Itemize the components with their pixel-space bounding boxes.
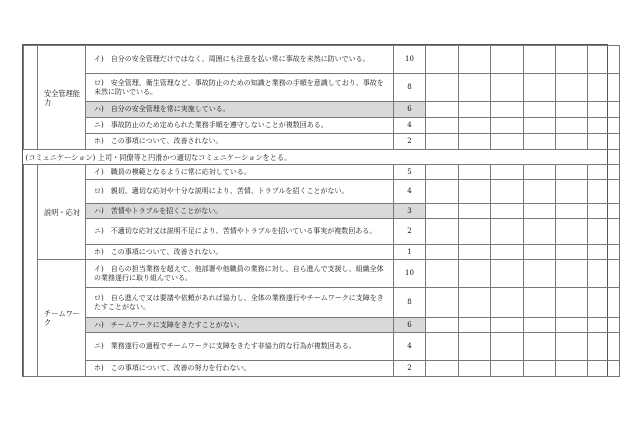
rating-cell[interactable] (491, 288, 524, 318)
rating-cell[interactable] (588, 74, 620, 102)
rating-cell[interactable] (491, 180, 524, 204)
rating-cell[interactable] (491, 318, 524, 333)
rating-cell[interactable] (556, 180, 588, 204)
rating-cell[interactable] (588, 180, 620, 204)
rating-cell[interactable] (459, 180, 491, 204)
rating-cell[interactable] (491, 245, 524, 260)
rating-cell[interactable] (524, 219, 556, 245)
rating-cell[interactable] (524, 260, 556, 288)
rating-cell[interactable] (491, 102, 524, 118)
criterion-text: イ) 自分の安全管理だけではなく、周囲にも注意を払い常に事故を未然に防いでいる。 (86, 46, 394, 74)
rating-cell[interactable] (588, 361, 620, 377)
rating-cell[interactable] (459, 219, 491, 245)
criterion-text: ロ) 自ら進んで又は要請や依頼があれば協力し、全体の業務遂行やチームワークに支障をきたすことがない。 (86, 288, 394, 318)
rating-cell[interactable] (491, 46, 524, 74)
rating-cell[interactable] (426, 102, 459, 118)
criterion-text: イ) 自らの担当業務を超えて、他部署や他職員の業務に対し、自ら進んで支援し、組織全体の業務遂行に取り組んでいる。 (86, 260, 394, 288)
score-cell: 4 (394, 180, 426, 204)
score-cell: 4 (394, 333, 426, 361)
category-teamwork: チームワーク (38, 260, 86, 377)
rating-cell[interactable] (459, 134, 491, 150)
rating-cell[interactable] (588, 118, 620, 134)
rating-cell[interactable] (426, 74, 459, 102)
score-cell: 4 (394, 118, 426, 134)
rating-cell[interactable] (459, 333, 491, 361)
rating-cell[interactable] (459, 318, 491, 333)
rating-cell[interactable] (556, 260, 588, 288)
rating-cell[interactable] (524, 74, 556, 102)
rating-cell[interactable] (588, 318, 620, 333)
score-cell: 10 (394, 46, 426, 74)
rating-cell[interactable] (491, 134, 524, 150)
rating-cell[interactable] (491, 118, 524, 134)
rating-cell[interactable] (588, 204, 620, 219)
rating-cell[interactable] (459, 361, 491, 377)
rating-cell[interactable] (524, 118, 556, 134)
rating-cell[interactable] (426, 165, 459, 180)
rating-cell[interactable] (459, 118, 491, 134)
rating-cell[interactable] (491, 204, 524, 219)
rating-cell[interactable] (426, 180, 459, 204)
indent-cell (24, 165, 38, 377)
rating-cell[interactable] (556, 134, 588, 150)
criterion-text-highlighted: ハ) 苦情やトラブルを招くことがない。 (86, 204, 394, 219)
criterion-text: ニ) 事故防止のため定められた業務手順を遵守しないことが複数回ある。 (86, 118, 394, 134)
evaluation-sheet (22, 44, 608, 377)
score-cell: 5 (394, 165, 426, 180)
rating-cell[interactable] (524, 102, 556, 118)
score-cell: 1 (394, 245, 426, 260)
rating-cell[interactable] (588, 288, 620, 318)
rating-cell[interactable] (556, 118, 588, 134)
rating-cell[interactable] (426, 204, 459, 219)
rating-cell[interactable] (556, 102, 588, 118)
rating-cell[interactable] (459, 204, 491, 219)
rating-cell[interactable] (524, 361, 556, 377)
rating-cell[interactable] (524, 46, 556, 74)
score-cell: 2 (394, 361, 426, 377)
rating-cell[interactable] (459, 165, 491, 180)
rating-cell[interactable] (491, 260, 524, 288)
rating-cell[interactable] (491, 165, 524, 180)
rating-cell[interactable] (491, 333, 524, 361)
rating-cell[interactable] (426, 245, 459, 260)
rating-cell[interactable] (426, 219, 459, 245)
rating-cell[interactable] (524, 204, 556, 219)
rating-cell[interactable] (459, 288, 491, 318)
rating-cell[interactable] (588, 219, 620, 245)
rating-cell[interactable] (426, 318, 459, 333)
rating-cell[interactable] (524, 180, 556, 204)
indent-cell (24, 46, 38, 150)
evaluation-table (23, 45, 620, 377)
rating-cell[interactable] (588, 245, 620, 260)
score-cell: 2 (394, 219, 426, 245)
rating-cell[interactable] (459, 102, 491, 118)
rating-cell[interactable] (556, 361, 588, 377)
rating-cell[interactable] (491, 361, 524, 377)
score-cell: 8 (394, 74, 426, 102)
criterion-text: ホ) この事項について、改善の努力を行わない。 (86, 361, 394, 377)
rating-cell[interactable] (556, 288, 588, 318)
rating-cell[interactable] (556, 333, 588, 361)
rating-cell[interactable] (588, 165, 620, 180)
rating-cell[interactable] (524, 333, 556, 361)
score-cell: 10 (394, 260, 426, 288)
rating-cell[interactable] (524, 245, 556, 260)
rating-cell[interactable] (426, 361, 459, 377)
rating-cell[interactable] (524, 318, 556, 333)
score-cell: 6 (394, 318, 426, 333)
rating-cell[interactable] (556, 219, 588, 245)
rating-cell[interactable] (556, 204, 588, 219)
criterion-text: イ) 職員の模範となるように常に応対している。 (86, 165, 394, 180)
rating-cell[interactable] (426, 46, 459, 74)
rating-cell[interactable] (588, 333, 620, 361)
rating-cell[interactable] (556, 46, 588, 74)
category-explanation: 説明・応対 (38, 165, 86, 260)
score-cell: 8 (394, 288, 426, 318)
criterion-text: ニ) 業務遂行の過程でチームワークに支障をきたす非協力的な行為が複数回ある。 (86, 333, 394, 361)
rating-cell[interactable] (588, 46, 620, 74)
rating-cell[interactable] (491, 74, 524, 102)
section-title-communication: (コミュニケーション) 上司・同僚等と円滑かつ適切なコミュニケーションをとる。 (24, 150, 620, 165)
rating-cell[interactable] (588, 260, 620, 288)
rating-cell[interactable] (556, 318, 588, 333)
score-cell: 3 (394, 204, 426, 219)
rating-cell[interactable] (524, 165, 556, 180)
criterion-text: ホ) この事項について、改善されない。 (86, 245, 394, 260)
rating-cell[interactable] (556, 165, 588, 180)
rating-cell[interactable] (426, 118, 459, 134)
rating-cell[interactable] (459, 74, 491, 102)
rating-cell[interactable] (459, 260, 491, 288)
rating-cell[interactable] (426, 288, 459, 318)
rating-cell[interactable] (588, 134, 620, 150)
criterion-text-highlighted: ハ) 自分の安全管理を常に実施している。 (86, 102, 394, 118)
rating-cell[interactable] (524, 288, 556, 318)
criterion-text: ニ) 不適切な応対又は説明不足により、苦情やトラブルを招いている事実が複数回ある。 (86, 219, 394, 245)
rating-cell[interactable] (459, 245, 491, 260)
score-cell: 2 (394, 134, 426, 150)
score-cell: 6 (394, 102, 426, 118)
rating-cell[interactable] (459, 46, 491, 74)
rating-cell[interactable] (426, 134, 459, 150)
criterion-text: ロ) 安全管理、衛生管理など、事故防止のための知識と業務の手順を意識しており、事故を未然に防いでいる。 (86, 74, 394, 102)
criterion-text: ホ) この事項について、改善されない。 (86, 134, 394, 150)
rating-cell[interactable] (426, 333, 459, 361)
rating-cell[interactable] (491, 219, 524, 245)
category-safety: 安全管理能力 (38, 46, 86, 150)
rating-cell[interactable] (588, 102, 620, 118)
rating-cell[interactable] (524, 134, 556, 150)
rating-cell[interactable] (556, 245, 588, 260)
rating-cell[interactable] (426, 260, 459, 288)
criterion-text-highlighted: ハ) チームワークに支障をきたすことがない。 (86, 318, 394, 333)
criterion-text: ロ) 親切、適切な応対や十分な説明により、苦情、トラブルを招くことがない。 (86, 180, 394, 204)
rating-cell[interactable] (556, 74, 588, 102)
